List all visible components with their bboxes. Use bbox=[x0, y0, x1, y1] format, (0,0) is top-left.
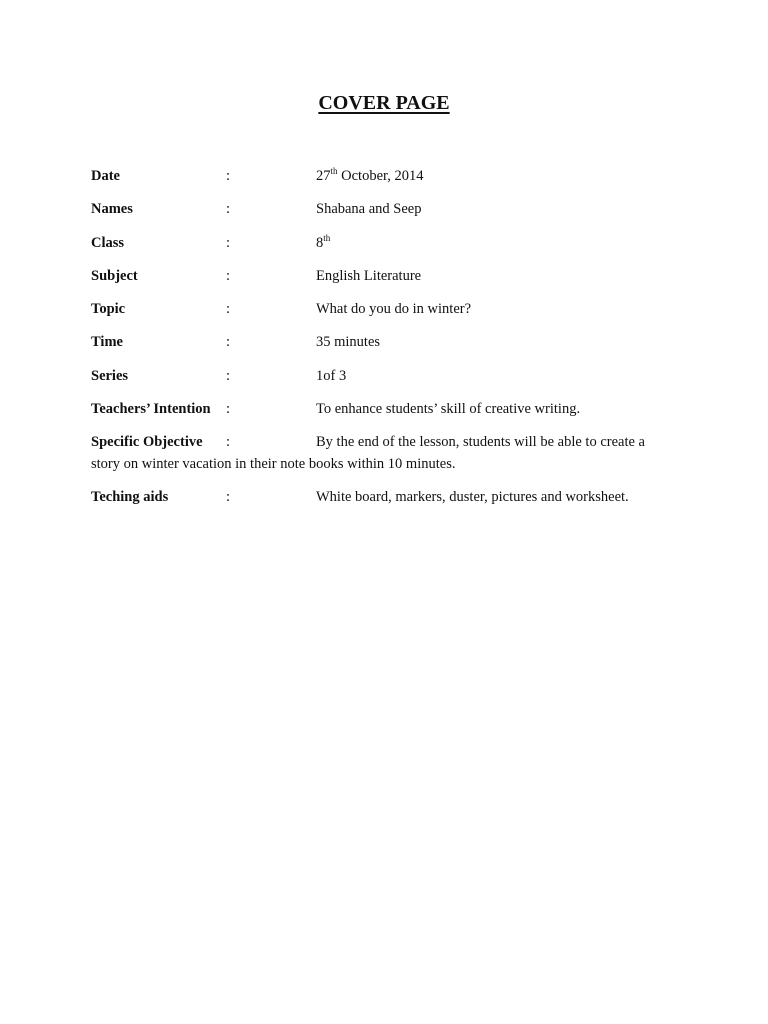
names-value: Shabana and Seep bbox=[316, 201, 422, 217]
class-label: Class bbox=[91, 235, 125, 251]
intention-colon: : bbox=[226, 401, 231, 417]
date-rest: October, 2014 bbox=[337, 168, 424, 184]
class-suffix: th bbox=[323, 233, 331, 243]
objective-label: Specific Objective bbox=[91, 434, 203, 450]
intention-value: To enhance students’ skill of creative writing. bbox=[316, 401, 581, 417]
topic-label: Topic bbox=[91, 301, 126, 317]
date-colon: : bbox=[226, 168, 231, 184]
subject-colon: : bbox=[226, 268, 231, 284]
intention-label: Teachers’ Intention bbox=[91, 401, 211, 417]
subject-label: Subject bbox=[91, 268, 138, 284]
date-label: Date bbox=[91, 168, 120, 184]
page-title: COVER PAGE bbox=[318, 92, 450, 114]
aids-value: White board, markers, duster, pictures and worksheet. bbox=[316, 489, 629, 505]
series-label: Series bbox=[91, 368, 129, 384]
objective-value-line1: By the end of the lesson, students will be able to create a bbox=[316, 434, 645, 450]
time-label: Time bbox=[91, 334, 123, 350]
topic-value: What do you do in winter? bbox=[316, 301, 472, 317]
names-label: Names bbox=[91, 201, 133, 217]
date-day: 27 bbox=[316, 168, 331, 184]
time-colon: : bbox=[226, 334, 231, 350]
subject-value: English Literature bbox=[316, 268, 422, 284]
series-value: 1of 3 bbox=[316, 368, 347, 384]
series-colon: : bbox=[226, 368, 231, 384]
class-value bbox=[316, 233, 330, 254]
class-colon: : bbox=[226, 235, 231, 251]
aids-label: Teching aids bbox=[91, 489, 169, 505]
aids-colon: : bbox=[226, 489, 231, 505]
date-day-suffix: th bbox=[330, 166, 338, 176]
names-colon: : bbox=[226, 201, 231, 217]
objective-colon: : bbox=[226, 434, 231, 450]
time-value: 35 minutes bbox=[316, 334, 381, 350]
date-value bbox=[316, 166, 424, 187]
topic-colon: : bbox=[226, 301, 231, 317]
class-number: 8 bbox=[316, 235, 324, 251]
objective-value-line2: story on winter vacation in their note books within 10 minutes. bbox=[91, 456, 456, 472]
